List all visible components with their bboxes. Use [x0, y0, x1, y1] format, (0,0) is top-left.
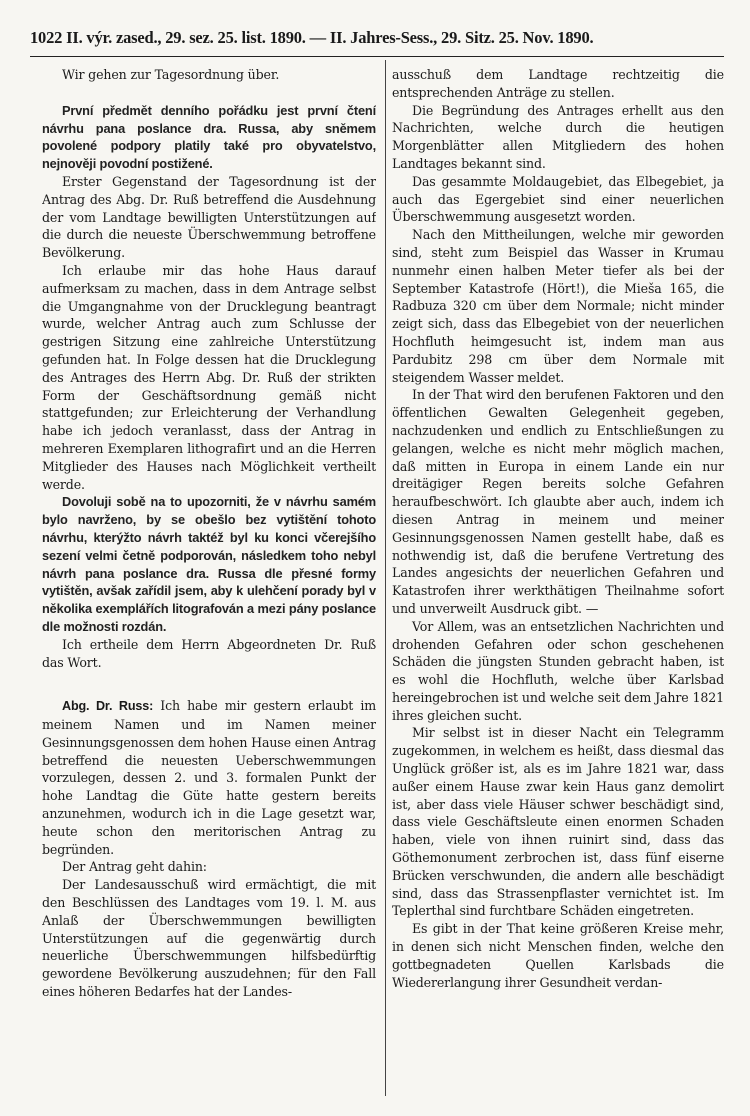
paragraph: Es gibt in der That keine größeren Kreise mehr, in denen sich nicht Menschen finden, welche den gottbegnadeten Quellen Karlsbads die Wiedererlangung ihrer Gesundheit verdan-	[392, 921, 724, 990]
paragraph: Ich erlaube mir das hohe Haus darauf aufmerksam zu machen, dass in dem Antrage selbst die Umgangnahme von der Drucklegung beantragt wurde, welcher Antrag auch zum Schlusse der gestrigen Sitzung eine zahlreiche Unterstützung gefunden hat. In Folge dessen hat die Drucklegung des Antrages des Herrn Abg. Dr. Ruß der strikten Form der Geschäftsordnung gemäß nicht stattgefunden; zur Erleichterung der Verhandlung habe ich jedoch veranlasst, dass der Antrag in mehreren Exemplaren lithografirt und an die Herren Mitglieder des Hauses nach Möglichkeit vertheilt werde.	[42, 262, 376, 492]
paragraph: Mir selbst ist in dieser Nacht ein Telegramm zugekommen, in welchem es heißt, dass diesmal das Unglück größer ist, als es im Jahre 1821 war, dass außer einem Hause zwar kein Haus ganz demolirt ist, aber dass viele Häuser schwer beschädigt sind, dass viele Geschäftsleute einen enormen Schaden haben, viele von ihnen ruinirt sind, dass das Göthemonument zerbrochen ist, dass fünf eiserne Brücken verschwunden, die andern alle beschädigt sind, dass das Strassenpflaster vernichtet ist. Im Teplerthal sind furchtbare Schäden eingetreten.	[392, 725, 724, 919]
speech-text: Ich habe mir gestern erlaubt im meinem Namen und im Namen meiner Gesinnungsgenossen dem hohen Hause einen Antrag betreffend die neuesten Ueberschwemmungen vorzulegen, dessen 2. und 3. formalen Punkt der hohe Landtag die Güte hatte gestern bereits anzunehmen, wodurch ich in die Lage gesetzt war, heute schon den meritorischen Antrag zu begründen.	[42, 698, 376, 857]
speaker-name: Abg. Dr. Russ:	[62, 699, 154, 714]
paragraph: ausschuß dem Landtage rechtzeitig die entsprechenden Anträge zu stellen.	[392, 67, 724, 100]
paragraph: Das gesammte Moldaugebiet, das Elbegebiet, ja auch das Egergebiet sind einer neuerlichen Überschwemmung ausgesetzt worden.	[392, 173, 724, 225]
paragraph: Erster Gegenstand der Tagesordnung ist der Antrag des Abg. Dr. Ruß betreffend die Ausdehnung der vom Landtage bewilligten Unterstützungen auf die durch die neueste Überschwemmung betroffene Bevölkerung.	[42, 173, 376, 261]
header-rule	[30, 56, 724, 57]
right-column	[392, 66, 724, 1096]
quoted-motion: Der Landesausschuß wird ermächtigt, die mit den Beschlüssen des Landtages vom 19. l. M. aus Anlaß der Überschwemmungen bewilligten Unterstützungen auf die gegenwärtig durch neuerliche Überschwemmungen hilfsbedürftig gewordene Bevölkerung auszudehnen; für den Fall eines höheren Bedarfes hat der Landes-	[42, 877, 376, 1000]
speech-paragraph	[42, 697, 376, 858]
page-header: 1022 II. výr. zased., 29. sez. 25. list. 1890. — II. Jahres-Sess., 29. Sitz. 25. Nov. 1890.	[30, 28, 594, 47]
paragraph: Ich ertheile dem Herrn Abgeordneten Dr. Ruß das Wort.	[42, 636, 376, 670]
left-column	[42, 66, 376, 1096]
paragraph: Die Begründung des Antrages erhellt aus den Nachrichten, welche durch die heutigen Morgenblätter allen Mitgliedern des hohen Landtages bekannt sind.	[392, 102, 724, 171]
paragraph: In der That wird den berufenen Faktoren und den öffentlichen Gewalten Gelegenheit gegeben, nachzudenken und endlich zu Entschließungen zu gelangen, welche es nicht mehr möglich machen, daß mitten in Europa in einem Lande ein nur dreitägiger Regen bereits solche Gefahren heraufbeschwört. Ich glaubte aber auch, indem ich diesen Antrag in meinem und meiner Gesinnungsgenossen Namen gestellt habe, daß es nothwendig ist, daß die berufene Vertretung des Landes angesichts der neuerlichen Gefahren und Katastrofen ihrer werkthätigen Theilnahme sofort und unverweilt Ausdruck gibt. —	[392, 387, 724, 616]
paragraph: Nach den Mittheilungen, welche mir geworden sind, steht zum Beispiel das Wasser in Krumau nunmehr einen halben Meter tiefer als bei der September Katastrofe (Hört!), die Mieša 165, die Radbuza 320 cm über dem Normale; nicht minder zeigt sich, dass das Elbegebiet von der neuerlichen Hochfluth heimgesucht ist, indem man aus Pardubitz 298 cm über dem Normale mit steigendem Wasser meldet.	[392, 227, 724, 385]
paragraph-czech: Dovoluji sobě na to upozorniti, že v návrhu samém bylo navrženo, by se obešlo bez vytištění tohoto návrhu, kterýžto návrh taktéž byl ku konci včerejšího sezení velmi četně podporován, následkem toho nebyl návrh pana poslance dra. Russa dle přesné formy vytištěn, avšak zařídil jsem, aby k ulehčení porady byl v několika exemplářích litografován a mezi pány poslance dle možnosti rozdán.	[42, 494, 376, 634]
paragraph: Vor Allem, was an entsetzlichen Nachrichten und drohenden Gefahren oder schon geschehenen Schäden die jüngsten Stunden gebracht haben, ist es wohl die Hochfluth, welche über Karlsbad hereingebrochen ist und welche seit dem Jahre 1821 ihres gleichen sucht.	[392, 618, 724, 723]
paragraph: Der Antrag geht dahin:	[62, 859, 207, 875]
paragraph-czech: První předmět denního pořádku jest první čtení návrhu pana poslance dra. Russa, aby sněmem povolené podpory platily také pro obyvatelstvo, nejnověji povodní postižené.	[42, 102, 376, 172]
paragraph: Wir gehen zur Tagesordnung über.	[62, 67, 280, 82]
column-divider	[385, 60, 386, 1096]
